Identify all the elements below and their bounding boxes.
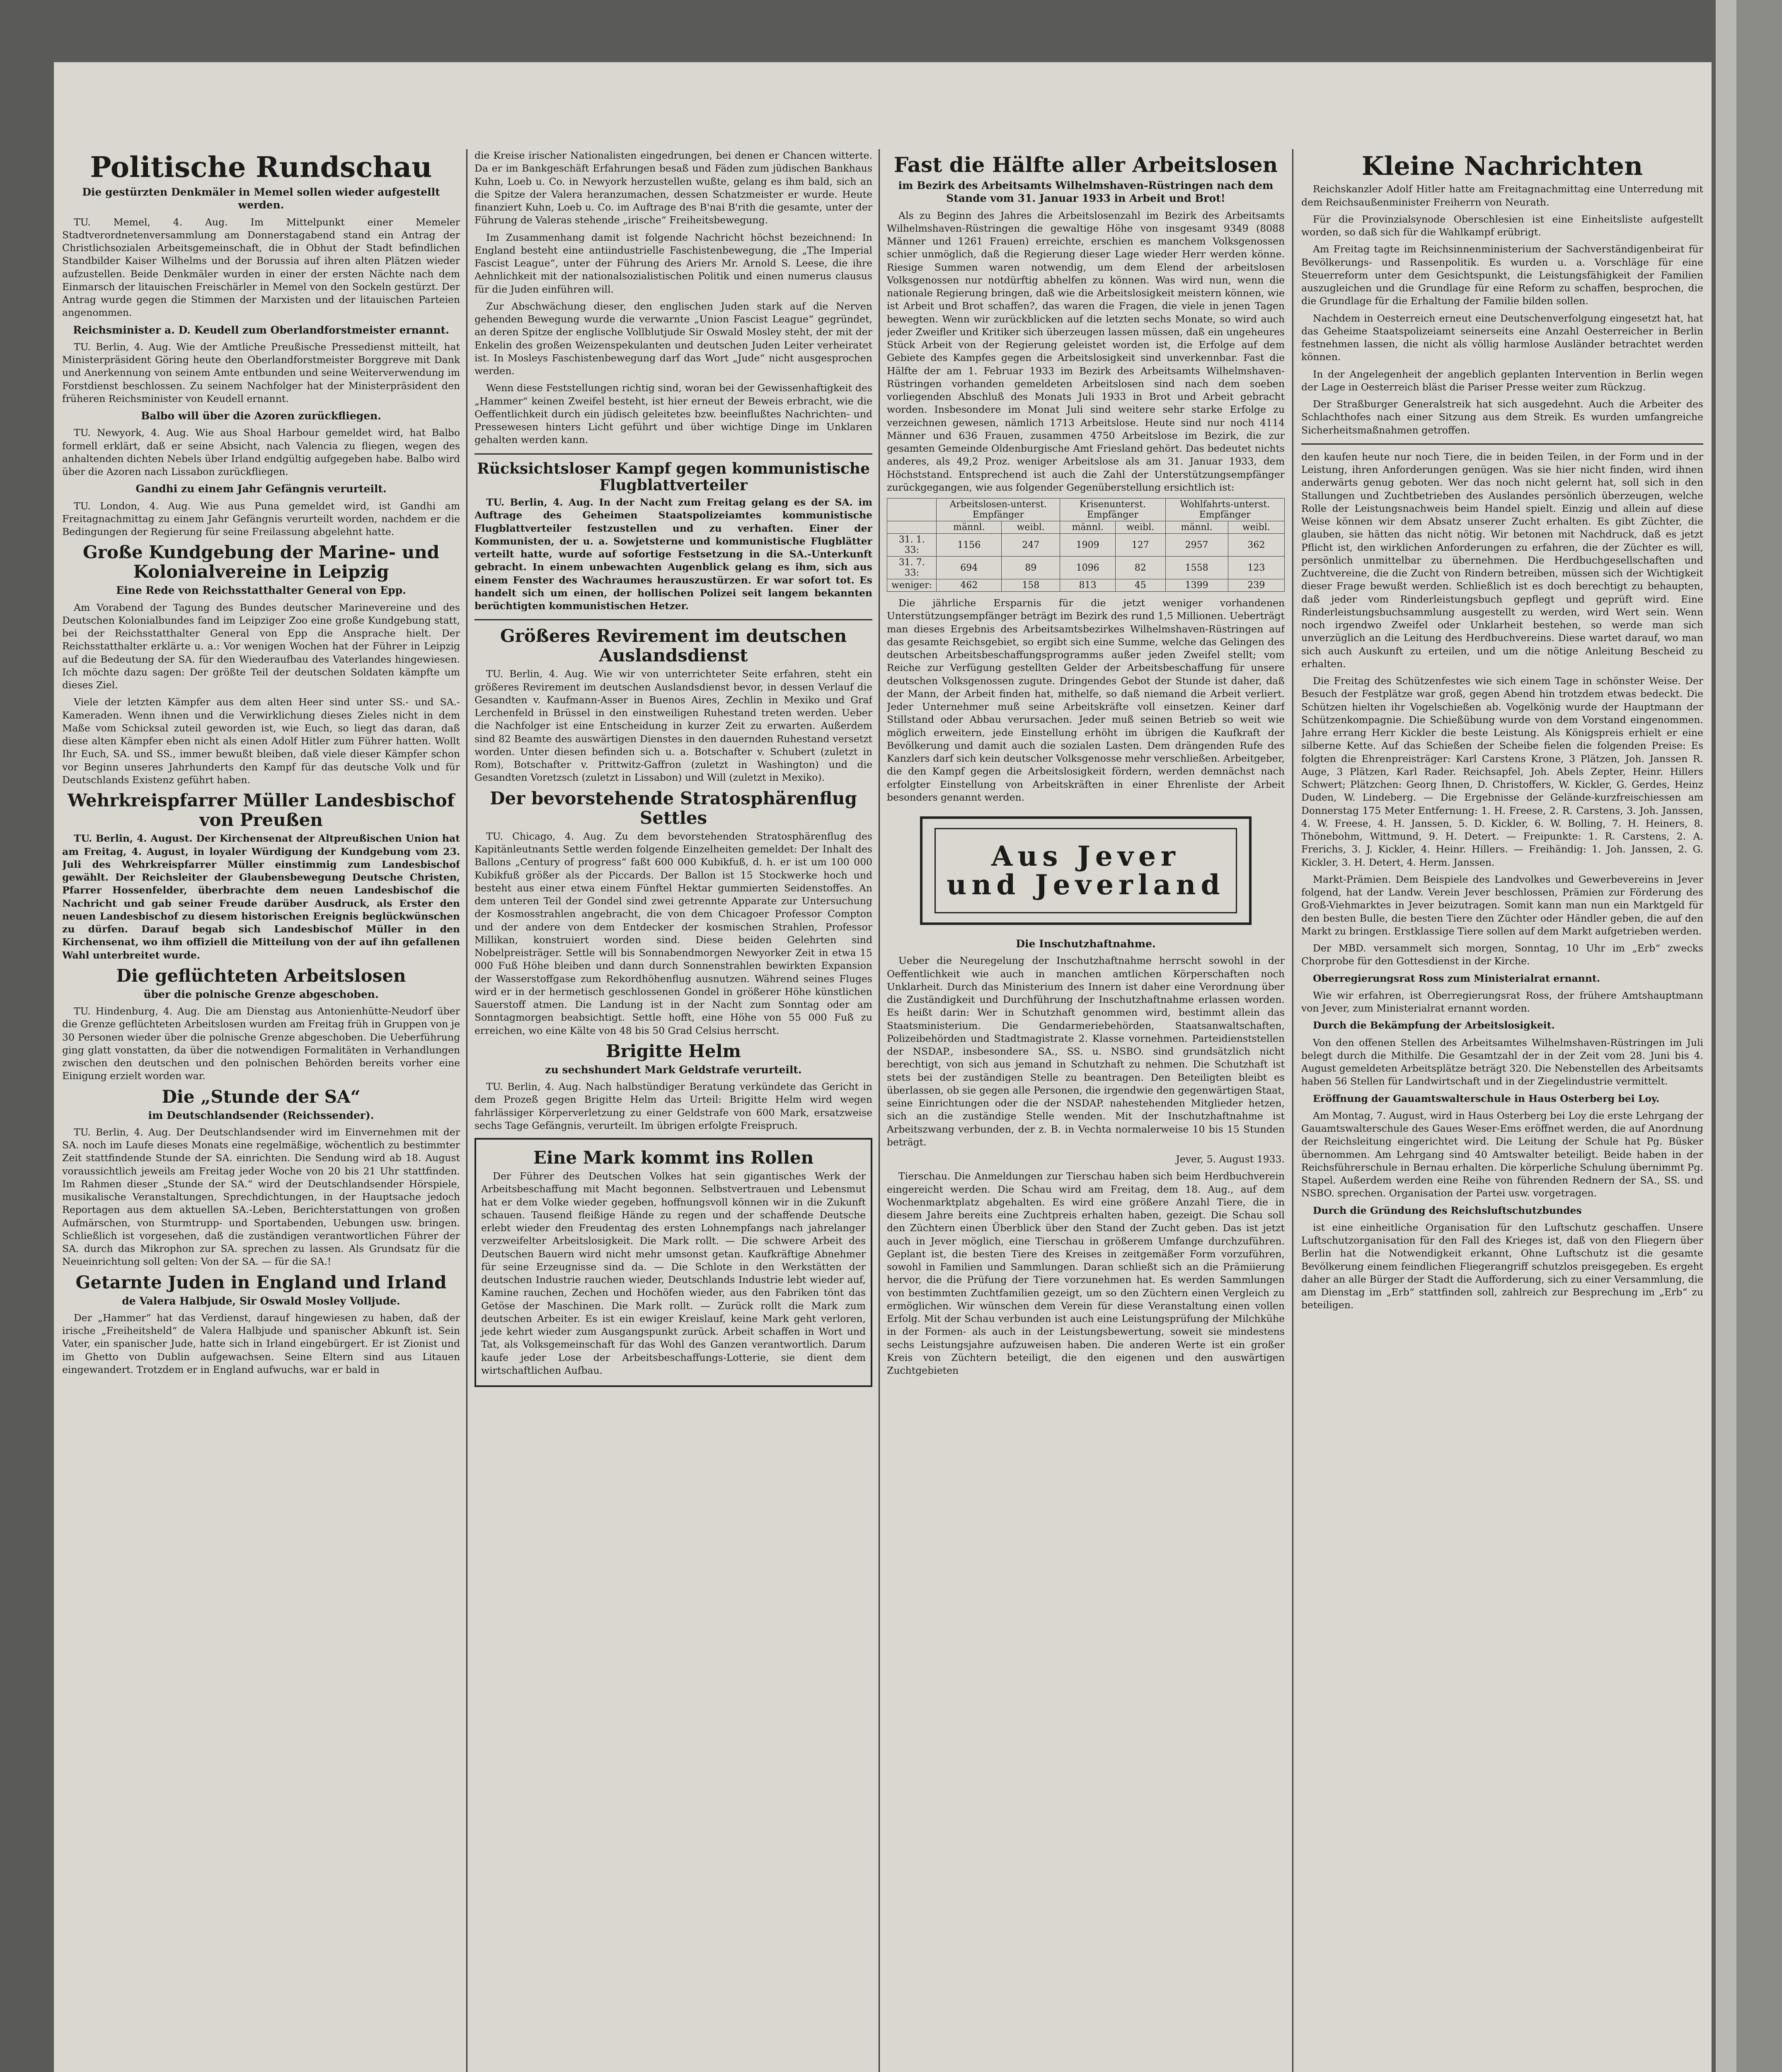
table-cell: 31. 1. 33: (887, 534, 937, 557)
keudell-text: TU. Berlin, 4. Aug. Wie der Amtliche Preußische Pressedienst mitteilt, hat Ministerpräsident Göring heute den Oberlandforstmeister Borggreve mit Dank und Anerkennung von seinem Amte entbunden und seine Weiterverwendung im Forstdienst beschlossen. Zu seinem Nachfolger hat der Ministerpräsident den früheren Reichsminister von Keudell ernannt. (62, 341, 460, 404)
helm-subheading: zu sechshundert Mark Geldstrafe verurteilt. (545, 1063, 802, 1076)
revirement-headline: Größeres Revirement im deutschen Auslandsdienst (500, 626, 847, 666)
juden-text: Der „Hammer“ hat das Verdienst, darauf hingewiesen zu haben, daß der irische „Freiheitsheld“ de Valera Halbjude und spanischer Abkunft ist. Sein Vater, ein spanischer Jude, hatte sich in Irland eingebürgert. Er ist Zionist und im Ghetto von Dublin aufgewachsen. Seine Eltern sind aus Litauen eingewandert. Trotzdem er in England aufwuchs, war er bald in (62, 1312, 460, 1375)
luftschutz-heading: Durch die Gründung des Reichsluftschutzbundes (1313, 1204, 1582, 1216)
kleine-text-6: Der Straßburger Generalstreik hat sich ausgedehnt. Auch die Arbeiter des Schlachthofes nach einer Sitzung aus dem Streik. Es wurden umfangreiche Sicherheitsmaßnahmen getroffen. (1301, 398, 1703, 436)
helm-headline: Brigitte Helm (606, 1041, 741, 1061)
jever-banner-line-1: Aus Jever (991, 840, 1180, 872)
table-cell: 158 (1002, 579, 1060, 592)
juden-subheading: de Valera Halbjude, Sir Oswald Mosley Volljude. (122, 1295, 400, 1307)
table-cell: 89 (1002, 557, 1060, 579)
kleine-text-2: Für die Provinzialsynode Oberschlesien ist eine Einheitsliste aufgestellt worden, so daß sich für die Wahlkampf erübrigt. (1301, 213, 1703, 238)
oberreg-heading: Oberregierungsrat Ross zum Ministerialrat ernannt. (1313, 972, 1600, 984)
table-header: Wohlfahrts-unterst. Empfänger (1165, 499, 1285, 521)
luftschutz-text: ist eine einheitliche Organisation für den Luftschutz geschaffen. Unsere Luftschutzorganisation für den Fall des Krieges ist, daß von den Fliegern über Berlin hat die Notwendigkeit erkannt, Ohne Luftschutz ist die gesamte Bevölkerung einem feindlichen Fliegerangriff schutzlos preisgegeben. Es ergeht daher an alle Bürger der Stadt die Aufforderung, sich zu einer Versammlung, die am Dienstag im „Erb“ stattfinden soll, zahlreich zur Besprechung im „Erb“ zu beteiligen. (1301, 1221, 1703, 1311)
table-subheader: weibl. (1228, 521, 1284, 534)
table-cell: 239 (1228, 579, 1284, 592)
table-cell: 127 (1116, 534, 1165, 557)
table-cell: weniger: (887, 579, 937, 592)
kundgebung-text-1: Am Vorabend der Tagung des Bundes deutscher Marinevereine und des Deutschen Kolonialbundes fand im Leipziger Zoo eine große Kundgebung statt, bei der Reichsstatthalter General von Epp die Ansprache hielt. Der Reichsstatthalter erklärte u. a.: Vor wenigen Wochen hat der Führer in Leipzig auf die Bedeutung der SA. für den Wiederaufbau des Vaterlandes hingewiesen. Ich möchte dazu sagen: Der größte Teil der deutschen Soldaten kämpfte um dieses Ziel. (62, 601, 460, 691)
mueller-headline: Wehrkreispfarrer Müller Landesbischof von Preußen (68, 790, 455, 830)
lokal-text-1: den kaufen heute nur noch Tiere, die in beiden Teilen, in der Form und in der Leistung, ihren Anforderungen genügen. Was sie hier nicht finden, wird ihnen anderwärts genug geboten. Wer das noch nicht gelernt hat, soll sich in den Stallungen und Zuchtbetrieben des Auslandes persönlich überzeugen, welche Rolle der Leistungsnachweis beim Handel spielt. Einzig und allein auf diese Weise können wir dem Absatz unserer Zucht erhalten. Es gibt Züchter, die glauben, sie hätten das nicht nötig. Wir betonen mit Nachdruck, daß es jetzt Pflicht ist, den wirklichen Anforderungen zu erfahren, die der Züchter es will, persönlich unmittelbar zu übernehmen. Die Herdbuchgesellschaften und Zuchtvereine, die die Zucht von Rindern betreiben, müssen sich der Wichtigkeit dieser Frage bewußt werden. Schließlich ist es doch berechtigt zu behaupten, daß jeder vom Rinderleistungsbuch gepflegt und geprüft wird. Eine Rinderleistungsbuchsammlung ausgestellt zu werden, wird Wert sein. Wenn noch irgendwo Zweifel oder Unklarheit bestehen, so werde man sich unverzüglich an die Leitung des Herdbuchvereins. Diese wartet darauf, wo man sich auch Auskunft zu erteilen, und um die nötige Anleitung Bescheid zu erhalten. (1301, 450, 1703, 670)
kundgebung-text-2: Viele der letzten Kämpfer aus dem alten Heer sind unter SS.- und SA.-Kameraden. Wenn ihnen und die Verwirklichung dieses Zieles nicht in dem Maße vom Schicksal zuteil geworden ist, wie Euch, so liegt das daran, daß diese alten Kämpfer eben nicht als einen Adolf Hitler zum Führer hatten. Wollt Ihr Euch, SA. und SS., immer bewußt bleiben, daß viele dieser Kämpfer schon vor Beginn unseres Jahrhunderts den Kampf für das deutsche Volk und für Deutschlands Existenz geführt haben. (62, 696, 460, 786)
schuetzenfest-text: Die Freitag des Schützenfestes wie sich einem Tage in schönster Weise. Der Besuch der Festplätze war groß, gegen Abend hin trotzdem etwas bedeckt. Die Schützen hielten ihr Vogelschießen ab. Vogelkönig wurde der Hauptmann der Schützenkompagnie. Die Schießübung wurde von dem Vorstand eingenommen. Jahre errang Herr Kickler die beste Leistung. Als Königspreis erhielt er eine silberne Kette. Auf das Schießen der Scheibe fielen die folgenden Preise: Es folgten die Ehrenpreisträger: Karl Carstens Krone, 3 Plätzen, Joh. Janssen R. Auge, 3 Plätzen, Karl Rader. Reichsapfel, Joh. Abels Zepter, Heinr. Hillers Schwert; Plätzchen: Georg Ihnen, D. Christoffers, W. Kickler, G. Gerdes, Heinz Duden, W. Lindeberg. — Die Ergebnisse der Gelände-kurzfreischiessen am Donnerstag 175 Meter Entfernung: 1. H. Freese, 2. R. Carstens, 3. Joh. Janssen, 4. W. Freese, 4. H. Janssen, 5. D. Kickler, 6. W. Bolling, 7. H. Heiners, 8. Thönebohm, Wittmund, 9. H. Detert. — Freipunkte: 1. R. Carstens, 2. A. Frerichs, 3. J. Kickler, 4. Heinr. Hillers. — Freihändig: 1. Joh. Janssen, 2. G. Kickler, 3. H. Detert, 4. Herm. Janssen. (1301, 675, 1703, 868)
table-cell: 694 (937, 557, 1002, 579)
column-2 (475, 149, 872, 2072)
helm-text: TU. Berlin, 4. Aug. Nach halbstündiger Beratung verkündete das Gericht in dem Prozeß gegen Brigitte Helm das Urteil: Brigitte Helm wird wegen fahrlässiger Körperverletzung zu einer Geldstrafe von 600 Mark, ersatzweise sechs Tage Gefängnis, verurteilt. Im übrigen erfolgte Freispruch. (475, 1081, 872, 1131)
unterstuetzung-table (887, 498, 1285, 592)
haelfte-headline: Fast die Hälfte aller Arbeitslosen (893, 152, 1278, 177)
stunde-text: TU. Berlin, 4. Aug. Der Deutschlandsender wird im Einvernehmen mit der SA. noch im Laufe dieses Monats eine regelmäßige, wöchentlich zu bestimmter Zeit stattfindende Stunde der SA. einrichten. Die Sendung wird ab 18. August voraussichtlich jeweils am Freitag jeder Woche von 20 bis 21 Uhr stattfinden. Im Rahmen dieser „Stunde der SA.“ wird der Deutschlandsender Hörspiele, musikalische Veranstaltungen, Sprechdichtungen, in der Hauptsache jedoch Reportagen aus dem aktuellen SA.-Leben, Berichterstattungen von großen Aufmärschen, von Sturmtrupp- und Sportabenden, Uebungen usw. bringen. Schließlich ist vorgesehen, daß die zuständigen verantwortlichen Führer der SA. durch das Mikrophon zur SA. sprechen zu lassen. Als Grundsatz für die Neueinrichtung soll gelten: Von der SA. — für die SA.! (62, 1126, 460, 1268)
memel-text: TU. Memel, 4. Aug. Im Mittelpunkt einer Memeler Stadtverordnetenversammlung am Donnerstagabend stand ein Antrag der Christlichsozialen Arbeitsgemeinschaft, die in Obhut der Stadt befindlichen Standbilder Kaiser Wilhelms und der Borussia auf ihren alten Plätzen wieder aufzustellen. Beide Denkmäler wurden in einer der ersten Nächte nach dem Einmarsch der litauischen Freischärler in Memel von den Sockeln gestürzt. Der Antrag wurde gegen die Stimmen der Marxisten und der litauischen Parteien angenommen. (62, 216, 460, 319)
schutzhaft-heading: Die Inschutzhaftnahme. (1016, 938, 1156, 950)
gandhi-text: TU. London, 4. Aug. Wie aus Puna gemeldet wird, ist Gandhi am Freitagnachmittag zu einem Jahr Gefängnis verurteilt worden, nachdem er die Bedingungen der Regierung für seine Freilassung abgelehnt hatte. (62, 500, 460, 538)
table-cell: 1399 (1165, 579, 1228, 592)
juden-headline: Getarnte Juden in England und Irland (75, 1272, 447, 1293)
mark-headline: Eine Mark kommt ins Rollen (533, 1147, 814, 1168)
stratosphaere-text: TU. Chicago, 4. Aug. Zu dem bevorstehenden Stratosphärenflug des Kapitänleutnants Settle werden folgende Einzelheiten gemeldet: Der Inhalt des Ballons „Century of progress“ faßt 600 000 Kubikfuß, d. h. er ist um 100 000 Kubikfuß größer als der Piccards. Der Ballon ist 15 Stockwerke hoch und besteht aus einer etwa einem Fünftel Hektar gummierten Seidenstoffes. An dem unteren Teil der Gondel sind zwei getrennte Apparate zur Untersuchung der Kosmosstrahlen angebracht, die von dem Chicagoer Professor Compton und der andere von dem Entdecker der kosmischen Strahlen, Professor Millikan, konstruiert worden sind. Diese beiden Gelehrten sind Nobelpreisträger. Settle will bis Sonnabendmorgen Newyorker Zeit in etwa 15 000 Fuß Höhe bleiben und dann durch Sonnenstrahlen bewirkten Expansion der Wasserstoffgase zum Rekordhöhenflug ausnutzen. Während seines Fluges wird er in der hermetisch geschlossenen Gondel in größerer Höhe künstlichen Sauerstoff atmen. Die Landung ist in der Nacht zum Sonntag oder am Sonntagmorgen beabsichtigt. Settle hofft, eine Höhe von 55 000 Fuß zu erreichen, wo eine Kälte von 48 bis 50 Grad Celsius herrscht. (475, 830, 872, 1036)
flugblatt-headline: Rücksichtsloser Kampf gegen kommunistische Flugblattverteiler (477, 460, 870, 494)
separator (1301, 443, 1703, 445)
gandhi-subheading: Gandhi zu einem Jahr Gefängnis verurteilt. (136, 483, 387, 495)
table-subheader: männl. (937, 521, 1002, 534)
mueller-text: TU. Berlin, 4. August. Der Kirchensenat der Altpreußischen Union hat am Freitag, 4. August, in loyaler Würdigung der Kundgebung vom 23. Juli des Wehrkreispfarrer Müller einstimmig zum Landesbischof gewählt. Der Reichsleiter der Glaubensbewegung Deutsche Christen, Pfarrer Hossenfelder, überbrachte dem neuen Landesbischof die Nachricht und gab seiner Freude darüber Ausdruck, als Erster den neuen Landesbischof zu diesem historischen Ereignis beglückwünschen zu dürfen. Darauf begab sich Landesbischof Müller in den Kirchensenat, wo ihm offiziell die Mitteilung von der auf ihn gefallenen Wahl unterbreitet wurde. (62, 833, 460, 961)
page-edge (1716, 0, 1736, 2072)
jever-dateline: Jever, 5. August 1933. (1176, 1153, 1285, 1165)
memel-subheading: Die gestürzten Denkmäler in Memel sollen wieder aufgestellt werden. (82, 186, 440, 211)
flugblatt-text: TU. Berlin, 4. Aug. In der Nacht zum Freitag gelang es der SA. im Auftrage des Geheimen Staatspolizeiamtes kommunistische Flugblattverteiler festzustellen und zu verhaften. Einer der Kommunisten, der u. a. Sowjetsterne und kommunistische Flugblätter verteilt hatte, wurde auf sofortige Festsetzung in die SA.-Unterkunft gebracht. In einem unbewachten Augenblick gelang es ihm, sich aus einem Fenster des Wachraumes herauszustürzen. Er war sofort tot. Es handelt sich um einen, der hollischen Polizei seit langem bekannten berüchtigten kommunistischen Hetzer. (475, 496, 872, 612)
kundgebung-subheading: Eine Rede von Reichsstatthalter General von Epp. (116, 584, 406, 597)
kleine-text-1: Reichskanzler Adolf Hitler hatte am Freitagnachmittag eine Unterredung mit dem Reichsaußenminister Freiherrn von Neurath. (1301, 183, 1703, 208)
table-cell: 462 (937, 579, 1002, 592)
masthead-politische-rundschau: Politische Rundschau (90, 151, 432, 184)
revirement-text: TU. Berlin, 4. Aug. Wie wir von unterrichteter Seite erfahren, steht ein größeres Revirement im deutschen Auslandsdienst bevor, in dessen Verlauf die Gesandten v. Kaufmann-Asser in Buenos Aires, Zechlin in Mexiko und Graf Lerchenfeld in Brüssel in den einstweiligen Ruhestand treten werden. Ueber die Nachfolger ist eine Entscheidung in kurzer Zeit zu erwarten. Außerdem sind 82 Beamte des auswärtigen Dienstes in den dauernden Ruhestand versetzt worden. Unter diesen befinden sich u. a. Botschafter v. Schubert (zuletzt in Rom), Botschafter v. Prittwitz-Gaffron (zuletzt in Washington) und die Gesandten Voretzsch (zuletzt in Lissabon) und Will (zuletzt in Mexiko). (475, 668, 872, 784)
table-cell: 813 (1060, 579, 1116, 592)
table-subheader: männl. (1060, 521, 1116, 534)
juden-continued-3: Zur Abschwächung dieser, den englischen Juden stark auf die Nerven gehenden Bewegung wurde die verwarnte „Union Fascist League“ gegründet, an deren Spitze der englische Vollblutjude Sir Oswald Mosley steht, der mit der Enkelin des großen Weizenspekulanten und deutschen Juden Leiter verheiratet ist. In Mosleys Faschistenbewegung darf das Wort „Jude“ nicht ausgesprochen werden. (475, 300, 872, 377)
mark-box (475, 1138, 872, 1387)
mark-text: Der Führer des Deutschen Volkes hat sein gigantisches Werk der Arbeitsbeschaffung mit Macht begonnen. Selbstvertrauen und Lebensmut hat er dem Volke wieder gegeben, hoffnungsvoll können wir in die Zukunft schauen. Tausend fleißige Hände zu regen und der schaffende Deutsche erlebt wieder den Freudentag des ersten Lohnempfangs nach jahrelanger verzweifelter Arbeitslosigkeit. Die Mark rollt. — Die schwere Arbeit des Deutschen Bauern wird nicht mehr umsonst getan. Kaufkräftige Abnehmer für seine Erzeugnisse sind da. — Die Schlote in den Werkstätten der deutschen Industrie rauchen wieder, Deutschlands Industrie lebt wieder auf, Kamine rauchen, Zechen und Hochöfen wieder, aus den Fabriken tönt das Getöse der Maschinen. Die Mark rollt. — Zurück rollt die Mark zum deutschen Arbeiter. Es ist ein ewiger Kreislauf, keine Mark geht verloren, jede kehrt wieder zum Ausgangspunkt zurück. Arbeit schaffen in Wort und Tat, als Volksgemeinschaft für das Wohl des Ganzen verantwortlich. Darum kaufe jeder Lose der Arbeitsbeschaffungs-Lotterie, sie dient dem wirtschaftlichen Aufbau. (481, 1170, 866, 1376)
table-cell: 45 (1116, 579, 1165, 592)
column-4 (1301, 149, 1703, 2072)
separator (475, 619, 872, 620)
column-rule (466, 149, 467, 2072)
jever-banner-line-2: und Jeverland (947, 869, 1225, 901)
newspaper-page (54, 62, 1712, 2072)
table-cell: 1096 (1060, 557, 1116, 579)
table-cell: 31. 7. 33: (887, 557, 937, 579)
table-header: Krisenunterst. Empfänger (1060, 499, 1165, 521)
table-cell: 2957 (1165, 534, 1228, 557)
tierschau-text: Tierschau. Die Anmeldungen zur Tierschau haben sich beim Herdbuchverein eingereicht werden. Die Schau wird am Freitag, dem 18. Aug., auf dem Wochenmarktplatz abgehalten. Es wird eine größere Anzahl Tiere, die in diesem Jahre bereits eine Zuchtpreis erhalten haben, gezeigt. Die Schau soll den Züchtern einen Überblick über den Stand der Zucht geben. Das ist jetzt auch in Jever möglich, eine Tierschau in größerem Umfange durchzuführen. Geplant ist, die besten Tiere des Kreises in zeitgemäßer Form vorzuführen, sowohl in Familien und Sammlungen. Daran schließt sich an die Prämiierung hervor, die die Prüfung der Tiere vorzunehmen hat. Es werden Sammlungen von bestimmten Zuchtfamilien gezeigt, um so den Züchtern einen Vergleich zu ermöglichen. Wir wünschen dem Verein für diese Veranstaltung einen vollen Erfolg. Mit der Schau verbunden ist auch eine Leistungsprüfung der Milchkühe in der Formen- als auch in der Leistungsbewertung, soweit sie mindestens sechs Leistungsjahre aufzuweisen haben. Die anderen Werte ist ein großer Kreis von Züchtern beteiligt, die den eigenen und den auswärtigen Zuchtgebieten (887, 1170, 1285, 1376)
gauamt-text: Am Montag, 7. August, wird in Haus Osterberg bei Loy die erste Lehrgang der Gauamtswalterschule des Gaues Weser-Ems eröffnet werden, die auf Anordnung der Reichsleitung eingerichtet wird. Die Leitung der Schule hat Pg. Büsker übernommen. Am Lehrgang sind 40 Amtswalter beteiligt. Beide haben in der Reichsführerschule in Bernau erhalten. Die körperliche Schulung übernimmt Pg. Stapel. Außerdem werden eine Reihe von führenden Rednern der SA., SS. und NSBO. sprechen. Organisation der Partei usw. vorgetragen. (1301, 1109, 1703, 1199)
column-1 (62, 149, 460, 2072)
juden-continued-2: Im Zusammenhang damit ist folgende Nachricht höchst bezeichnend: In England besteht eine antiindustrielle Faschistenbewegung, die „The Imperial Fascist League“, unter der Führung des Ariers Mr. Arnold S. Leese, die ihre Aehnlichkeit mit der nationalsozialistischen Politik und einen numerus clausus für die Juden einführen will. (475, 231, 872, 295)
arbeitslose-subheading: über die polnische Grenze abgeschoben. (143, 988, 379, 1000)
oberreg-text: Wie wir erfahren, ist Oberregierungsrat Ross, der frühere Amtshauptmann von Jever, zum Ministerialrat ernannt worden. (1301, 989, 1703, 1014)
schutzhaft-text: Ueber die Neuregelung der Inschutzhaftnahme herrscht sowohl in der Oeffentlichkeit wie auch in manchen amtlichen Körperschaften noch Unklarheit. Durch das Ministerium des Innern ist daher eine Verordnung über die Zuständigkeit und Durchführung der Inschutzhaftnahme erlassen worden. Es heißt darin: Wer in Schutzhaft genommen wird, bestimmt allein das Staatsministerium. Die Gendarmeriebehörden, Staatsanwaltschaften, Polizeibehörden und Stadtmagistrate 2. Klasse vornehmen. Parteidienststellen der NSDAP., insbesondere SA., SS. u. NSBO. sind grundsätzlich nicht berechtigt, von sich aus jemand in Schutzhaft zu nehmen. Die Schutzhaft ist stets bei der zuständigen Stelle zu beantragen. Den Beteiligten bleibt es überlassen, ob sie gegen alle Personen, die irgendwie den gegenwärtigen Staat, seine Einrichtungen oder die der NSDAP. nahestehenden Mitglieder hetzen, sich an die zuständige Stelle wenden. Mit der Inschutzhaftnahme ist Arbeitszwang verbunden, der z. B. in Vechta normalerweise 10 bis 15 Stunden beträgt. (887, 955, 1285, 1148)
kleine-text-5: In der Angelegenheit der angeblich geplanten Intervention in Berlin wegen der Lage in Oesterreich bläst die Pariser Presse weiter zum Rückzug. (1301, 368, 1703, 393)
juden-continued-1: die Kreise irischer Nationalisten eingedrungen, bei denen er Chancen witterte. Da er im Bankgeschäft Erfahrungen besaß und Fäden zum jüdischen Bankhaus Kuhn, Loeb u. Co. in Newyork herzustellen wußte, gelang es ihm bald, sich an die Spitze der Valera heranzumachen, dessen Schatzmeister er wurde. Heute finanziert Kuhn, Loeb u. Co. im Auftrage des B'nai B'rith die gesamte, unter der Führung de Valeras stehende „irische“ Freiheitsbewegung. (475, 150, 872, 226)
jever-banner (920, 816, 1252, 925)
juden-continued-4: Wenn diese Feststellungen richtig sind, woran bei der Gewissenhaftigkeit des „Hammer“ keinen Zweifel besteht, ist hier erneut der Beweis erbracht, wie die Oeffentlichkeit durch ein jüdisch geleitetes bzw. beeinflußtes Nachrichten- und Pressewesen hinters Licht geführt und über wichtige Dinge im Unklaren gehalten werden kann. (475, 382, 872, 446)
book-binding (1716, 0, 1782, 2072)
mbd-text: Der MBD. versammelt sich morgen, Sonntag, 10 Uhr im „Erb“ zwecks Chorprobe für den Gottesdienst in der Kirche. (1301, 942, 1703, 967)
balbo-subheading: Balbo will über die Azoren zurückfliegen. (141, 410, 381, 422)
arbeitslose-text: TU. Hindenburg, 4. Aug. Die am Dienstag aus Antonienhütte-Neudorf über die Grenze geflüchteten Arbeitslosen wurden am Freitag früh in Gruppen von je 30 Personen wieder über die polnische Grenze abgeschoben. Die Ueberführung ging glatt vonstatten, da über die notwendigen Formalitäten in Verhandlungen zwischen den deutschen und den polnischen Behörden bereits vorher eine Einigung erzielt worden war. (62, 1005, 460, 1082)
keudell-subheading: Reichsminister a. D. Keudell zum Oberlandforstmeister ernannt. (73, 324, 449, 336)
table-cell: 1558 (1165, 557, 1228, 579)
kleine-text-3: Am Freitag tagte im Reichsinnenministerium der Sachverständigenbeirat für Bevölkerungs- und Rassenpolitik. Es wurden u. a. Vorschläge für eine Steuerreform unter dem Gesichtspunkt, die Leistungsfähigkeit der Familien auszugleichen und die Grundlage für eine Reform zu schaffen, besprochen, die die Grundlage für die Erhaltung der Familie bilden sollen. (1301, 243, 1703, 307)
haelfte-subheading: im Bezirk des Arbeitsamts Wilhelmshaven-Rüstringen nach dem Stande vom 31. Januar 1933 in Arbeit und Brot! (898, 179, 1274, 205)
table-cell: 1909 (1060, 534, 1116, 557)
table-header: Arbeitslosen-unterst. Empfänger (937, 499, 1060, 521)
table-subheader: männl. (1165, 521, 1228, 534)
arbeitslosigkeit-heading: Durch die Bekämpfung der Arbeitslosigkeit. (1313, 1019, 1555, 1031)
table-cell: 82 (1116, 557, 1165, 579)
table-subheader: weibl. (1002, 521, 1060, 534)
haelfte-text-2: Die jährliche Ersparnis für die jetzt weniger vorhandenen Unterstützungsempfänger beträgt im Bezirk des rund 1,5 Millionen. Ueberträgt man dieses Ergebnis des Arbeitsamtsbezirkes Wilhelmshaven-Rüstringen auf das gesamte Reichsgebiet, so ergibt sich eine Summe, welche das Gelingen des deutschen Arbeitsbeschaffungsprogramms außer jeden Zweifel stellt; vom Reiche zur Verfügung gestellten Gelder der Arbeitsbeschaffung für unsere deutschen Volksgenossen zugute. Dringendes Gebot der Stunde ist daher, daß der Mann, der Arbeit finden hat, mithelfe, so daß niemand die Arbeit verliert. Jeder Unternehmer muß seine Arbeitskräfte voll einsetzen. Keiner darf Stillstand oder Abbau verursachen. Jeder muß seinen Betrieb so weit wie möglich erweitern, jede Einstellung erhöht im übrigen die Kaufkraft der Bevölkerung und damit auch die sozialen Lasten. Dem drängenden Rufe des Kanzlers darf sich kein deutscher Volksgenosse mehr verschließen. Arbeitgeber, die den Kampf gegen die Arbeitslosigkeit fördern, werden demnächst nach erfolgter Einstellung von Arbeitskräften in einer Ehrenliste der Arbeit besonders genannt werden. (887, 597, 1285, 803)
kleine-nachrichten-headline: Kleine Nachrichten (1361, 151, 1643, 181)
column-rule (1292, 149, 1293, 2072)
stunde-subheading: im Deutschlandsender (Reichssender). (148, 1109, 374, 1121)
table-row (887, 579, 1285, 592)
balbo-text: TU. Newyork, 4. Aug. Wie aus Shoal Harbour gemeldet wird, hat Balbo formell erklärt, daß er seine Absicht, nach Valencia zu fliegen, wegen des anhaltenden dichten Nebels über Irland endgültig aufgegeben habe. Balbo wird über die Azoren nach Lissabon zurückfliegen. (62, 427, 460, 478)
arbeitslose-headline: Die geflüchteten Arbeitslosen (116, 965, 406, 986)
column-3 (887, 149, 1285, 2072)
table-subheader (887, 521, 937, 534)
kundgebung-headline: Große Kundgebung der Marine- und Kolonialvereine in Leipzig (82, 542, 440, 582)
table-subheader: weibl. (1116, 521, 1165, 534)
arbeitslosigkeit-text: Von den offenen Stellen des Arbeitsamtes Wilhelmshaven-Rüstringen im Juli belegt durch die Mithilfe. Die Gesamtzahl der in der Zeit vom 28. Juni bis 4. August gemeldeten Arbeitsplätze beträgt 320. Die Nebenstellen des Arbeitsamts haben 56 Stellen für Landwirtschaft und in der Ziegelindustrie vermittelt. (1301, 1036, 1703, 1087)
table-row (887, 534, 1285, 557)
separator (475, 453, 872, 455)
column-rule (879, 149, 880, 2072)
stunde-headline: Die „Stunde der SA“ (162, 1086, 361, 1107)
markt-praemien-text: Markt-Prämien. Dem Beispiele des Landvolkes und Gewerbevereins in Jever folgend, hat der Landw. Verein Jever beschlossen, Prämien zur Förderung des Groß-Viehmarktes in Jever beizutragen. Somit kann man nun ein Marktgeld für den besten Bulle, die besten Tiere den Züchter oder Händler geben, die auf den Markt zu bringen. Erstklassige Tiere sollen auf dem Markt aufgetrieben werden. (1301, 873, 1703, 937)
table-header (887, 499, 937, 521)
haelfte-text-1: Als zu Beginn des Jahres die Arbeitslosenzahl im Bezirk des Arbeitsamts Wilhelmshaven-Rüstringen die gewaltige Höhe von insgesamt 9349 (8088 Männer und 1261 Frauen) erreichte, erschien es manchem Volksgenossen schier unmöglich, daß die Regierung dieser Lage wieder Herr werden könne. Riesige Summen waren notwendig, um dem Elend der arbeitslosen Volksgenossen nur notdürftig abhelfen zu können. Was wird nun, wenn die nationale Regierung bringen, daß wie die Arbeitslosigkeit meistern können, wie ist Arbeit und Brot schaffen?, das waren die Fragen, die viele in jenen Tagen bewegten. Wenn wir zurückblicken auf die letzten sechs Monate, so wird auch jeder Zweifler und Kritiker sich überzeugen lassen müssen, daß ein ungeheures Stück Arbeit von der Regierung geleistet worden ist, die Erfolge auf dem Gebiete des Kampfes gegen die Arbeitslosigkeit sind unverkennbar. Fast die Hälfte der am 1. Februar 1933 im Bezirk des Arbeitsamts Wilhelmshaven-Rüstringen vorhanden gemeldeten Arbeitslosen sind nach dem soeben vorliegenden Abschluß des Monats Juli 1933 in Brot und Arbeit gebracht worden. Insbesondere im Monat Juli sind weitere sehr starke Erfolge zu verzeichnen gewesen, nämlich 1713 Arbeitslose. Heute sind nur noch 4114 Männer und 636 Frauen, zusammen 4750 Arbeitslose im Bezirk, die zur gesamten Gemeinde Oldenburgische Amt Friesland gehört. Das bedeutet nichts anderes, als 49,2 Proz. weniger Arbeitslose als am 31. Januar 1933, dem Höchststand. Entsprechend ist auch die Zahl der Unterstützungsempfänger zurückgegangen, wie aus folgender Gegenüberstellung ersichtlich ist: (887, 209, 1285, 493)
jever-banner-frame (935, 828, 1237, 913)
table-cell: 1156 (937, 534, 1002, 557)
table-cell: 362 (1228, 534, 1284, 557)
table-row (887, 557, 1285, 579)
gauamt-heading: Eröffnung der Gauamtswalterschule in Haus Osterberg bei Loy. (1313, 1092, 1660, 1104)
table-cell: 247 (1002, 534, 1060, 557)
table-cell: 123 (1228, 557, 1284, 579)
stratosphaere-headline: Der bevorstehende Stratosphärenflug Settles (490, 788, 857, 828)
kleine-text-4: Nachdem in Oesterreich erneut eine Deutschenverfolgung eingesetzt hat, hat das Geheime Staatspolizeiamt seinerseits eine Anzahl Oesterreicher in Berlin festnehmen lassen, die nicht als völlig harmlose Ausländer betrachtet werden können. (1301, 312, 1703, 363)
